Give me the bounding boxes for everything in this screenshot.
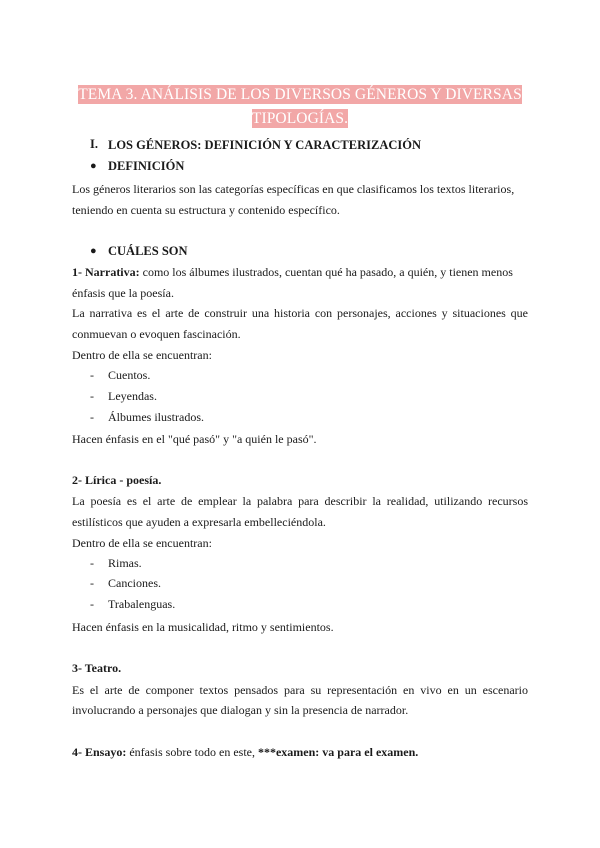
- document-title-line-1: TEMA 3. ANÁLISIS DE LOS DIVERSOS GÉNEROS Y DIVERSAS: [78, 86, 522, 103]
- narrativa-line-3: La narrativa es el arte de construir una historia con personajes, acciones y situaciones que: [72, 306, 528, 320]
- dash-marker: -: [90, 597, 94, 611]
- narrativa-line-2: énfasis que la poesía.: [72, 286, 174, 300]
- narrativa-line-4: conmuevan o evoquen fascinación.: [72, 327, 241, 341]
- dash-marker: -: [90, 368, 94, 382]
- dash-marker: -: [90, 389, 94, 403]
- dash-marker: -: [90, 576, 94, 590]
- teatro-heading: 3- Teatro.: [72, 661, 122, 675]
- lirica-within: Dentro de ella se encuentran:: [72, 536, 212, 550]
- lirica-heading: 2- Lírica - poesía.: [72, 473, 162, 487]
- bullet-icon: ●: [90, 160, 97, 172]
- definicion-text-line-1: Los géneros literarios son las categorías específicas en que clasificamos los textos literarios,: [72, 182, 515, 196]
- list-item: Cuentos.: [108, 368, 151, 382]
- cuales-heading: CUÁLES SON: [108, 244, 188, 258]
- teatro-line-1: Es el arte de componer textos pensados para su representación en vivo en un escenario: [72, 683, 528, 697]
- section-number: I.: [90, 137, 98, 151]
- narrativa-label: 1- Narrativa:: [72, 265, 140, 279]
- section-heading: LOS GÉNEROS: DEFINICIÓN Y CARACTERIZACIÓN: [108, 138, 422, 152]
- narrativa-emphasis: Hacen énfasis en el "qué pasó" y "a quién le pasó".: [72, 432, 317, 446]
- list-item: Leyendas.: [108, 389, 157, 403]
- definicion-text-line-2: teniendo en cuenta su estructura y contenido específico.: [72, 203, 340, 217]
- definicion-heading: DEFINICIÓN: [108, 159, 185, 173]
- lirica-line-2: estilísticos que ayuden a expresarla embelleciéndola.: [72, 515, 326, 529]
- list-item: Trabalenguas.: [108, 597, 176, 611]
- bullet-icon: ●: [90, 245, 97, 257]
- list-item: Canciones.: [108, 576, 161, 590]
- list-item: Álbumes ilustrados.: [108, 410, 204, 424]
- document-title-line-2: TIPOLOGÍAS.: [251, 110, 349, 127]
- ensayo-line: 4- Ensayo: énfasis sobre todo en este, ***examen: va para el examen.: [72, 745, 419, 759]
- exam-note: ***examen: va para el examen.: [257, 745, 419, 759]
- lirica-emphasis: Hacen énfasis en la musicalidad, ritmo y sentimientos.: [72, 620, 334, 634]
- ensayo-label: 4- Ensayo:: [72, 745, 127, 759]
- dash-marker: -: [90, 410, 94, 424]
- dash-marker: -: [90, 556, 94, 570]
- teatro-line-2: involucrando a personajes que dialogan y sin la presencia de narrador.: [72, 703, 409, 717]
- narrativa-within: Dentro de ella se encuentran:: [72, 348, 212, 362]
- lirica-line-1: La poesía es el arte de emplear la palabra para describir la realidad, utilizando recursos: [72, 494, 528, 508]
- list-item: Rimas.: [108, 556, 142, 570]
- narrativa-line-1: 1- Narrativa: como los álbumes ilustrados, cuentan qué ha pasado, a quién, y tienen menos: [72, 265, 513, 279]
